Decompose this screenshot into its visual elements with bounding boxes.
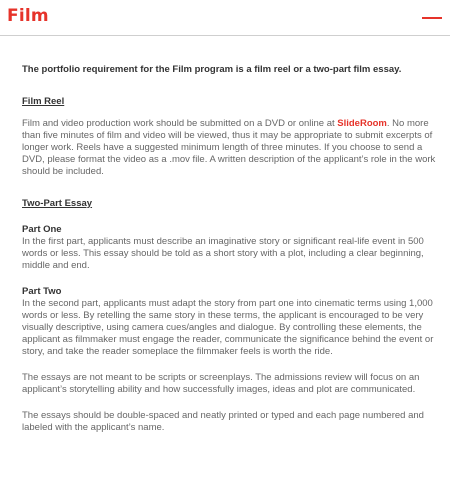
- minus-icon[interactable]: [420, 9, 444, 25]
- part-one-heading: Part One: [22, 224, 62, 235]
- part-two-text: In the second part, applicants must adapt the story from part one into cinematic terms using 1,000 words or less. By retelling the same story in these terms, the applicant is encouraged to be very visually descriptive, using camera cues/angles and dialogue. By controlling these elements, the applicant as filmmaker must engage the reader, communicate the significance behind the event or story, and take the reader someplace the filmmaker feels is worth the ride.: [22, 298, 434, 357]
- part-two-heading: Part Two: [22, 286, 62, 297]
- film-reel-heading: Film Reel: [22, 96, 65, 107]
- section-title: Film: [7, 6, 49, 26]
- accordion-header[interactable]: [0, 0, 450, 36]
- slideroom-link[interactable]: SlideRoom: [337, 118, 387, 129]
- essay-note-formatting: The essays should be double-spaced and neatly printed or typed and each page numbered and labeled with the applicant’s name.: [22, 410, 424, 433]
- two-part-essay-heading: Two-Part Essay: [22, 198, 93, 209]
- film-reel-text-start: Film and video production work should be submitted on a DVD or online at: [22, 118, 338, 129]
- part-one-text: In the first part, applicants must describe an imaginative story or significant real-life event in 500 words or less. This essay should be told as a short story with a plot, including a clear beginning, middle and end.: [22, 236, 424, 271]
- film-reel-text-end: . No more than five minutes of film and video will be viewed, thus it may be appropriate to submit excerpts of longer work. Reels have a suggested minimum length of three minutes. If you choose to send a DVD, please format the video as a .mov file. A written description of the applicant’s role in the work should be included.: [22, 118, 436, 177]
- film-reel-text: [22, 118, 440, 178]
- accordion-content: [22, 64, 440, 434]
- intro-text: The portfolio requirement for the Film program is a film reel or a two-part film essay.: [22, 64, 402, 75]
- essay-note-scripts: The essays are not meant to be scripts or screenplays. The admissions review will focus on an applicant’s storytelling ability and how successfully images, ideas and plot are communicated.: [22, 372, 420, 395]
